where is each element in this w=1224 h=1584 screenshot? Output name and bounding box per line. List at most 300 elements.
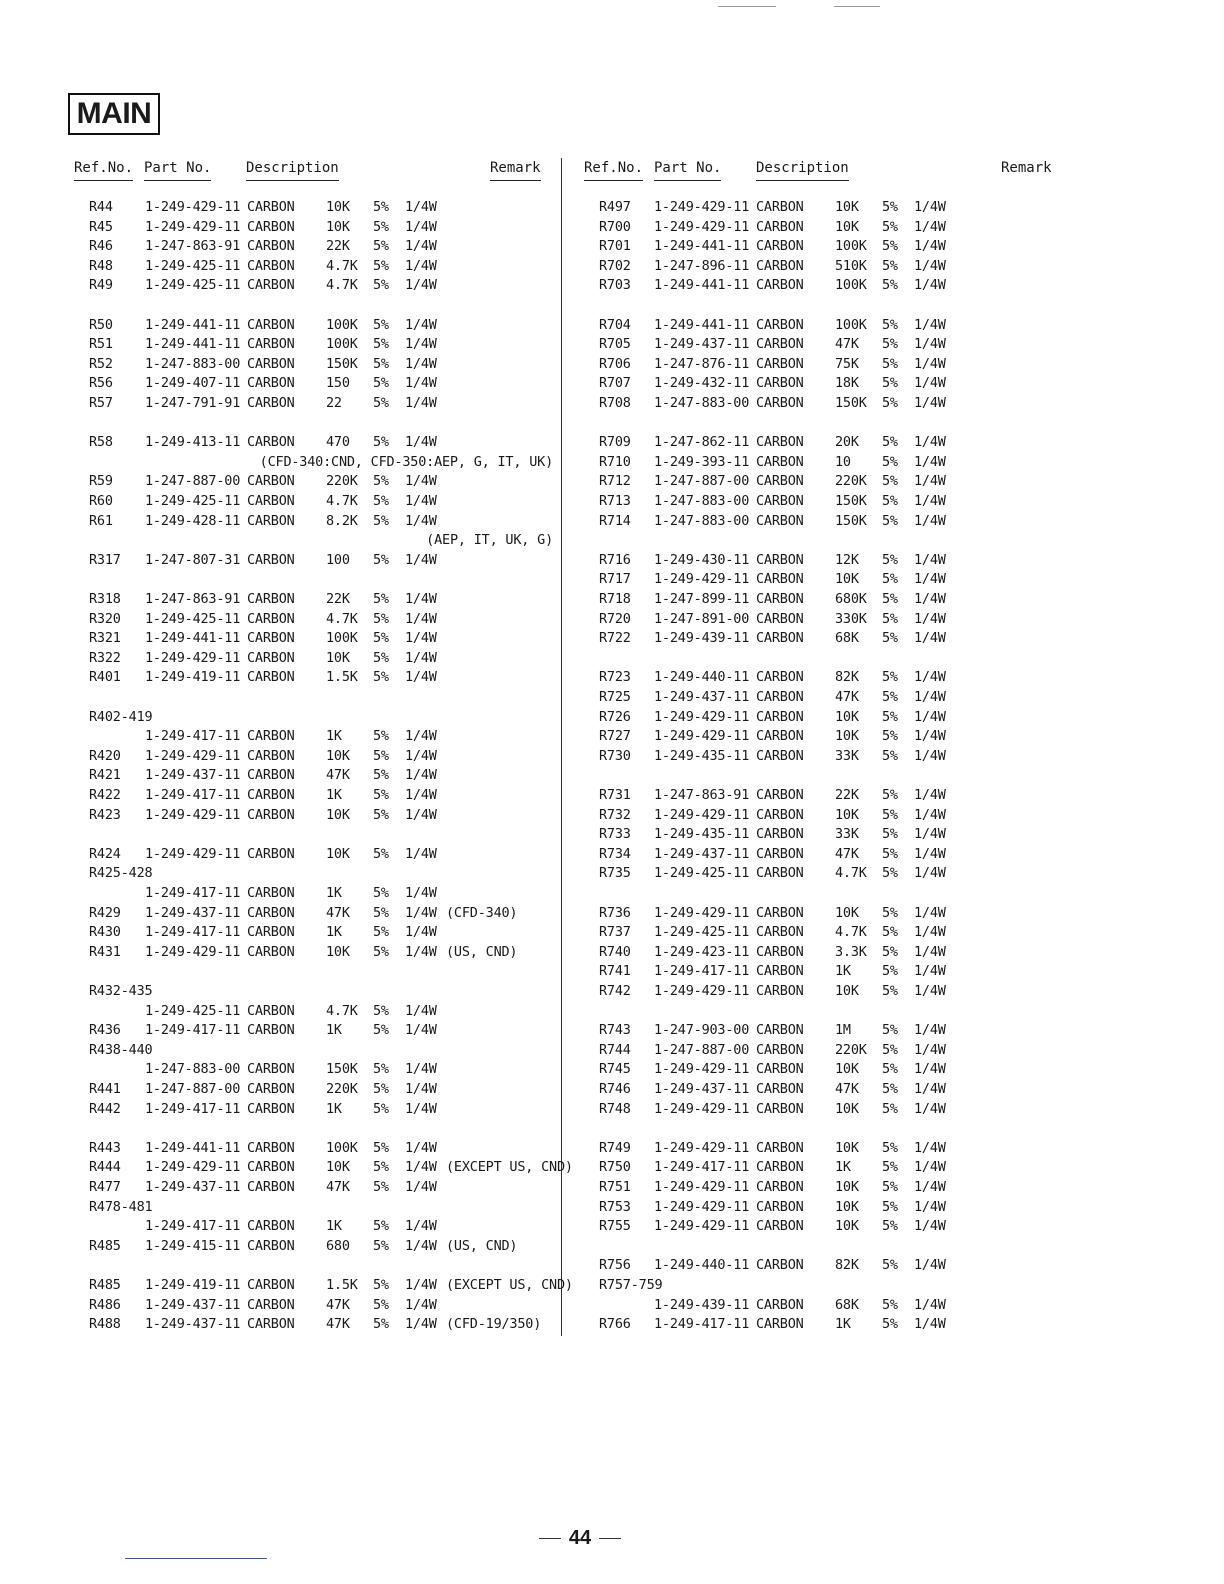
right-row-33-type: CARBON — [756, 963, 804, 980]
left-row-33-val: 10K — [326, 943, 350, 960]
right-row-36-ref: R744 — [599, 1041, 631, 1058]
left-row-11-note: (CFD-340:CND, CFD-350:AEP, G, IT, UK) — [259, 453, 553, 470]
left-row-1-watt: 1/4W — [405, 218, 437, 235]
left-row-13-val: 4.7K — [326, 493, 358, 509]
left-row-42-ref: R444 — [89, 1159, 121, 1176]
right-row-24-type: CARBON — [756, 747, 804, 764]
right-row-41-type: CARBON — [756, 1159, 804, 1176]
left-row-18-watt: 1/4W — [405, 610, 437, 627]
right-row-19-watt: 1/4W — [914, 630, 946, 647]
right-row-36-watt: 1/4W — [914, 1041, 946, 1058]
right-row-23-val: 10K — [835, 728, 859, 745]
right-row-39-ref: R748 — [599, 1100, 631, 1117]
left-row-22-ref: R402-419 — [89, 708, 153, 725]
left-row-43-ref: R477 — [89, 1179, 121, 1195]
left-row-32-tol: 5% — [373, 924, 389, 941]
left-row-21-type: CARBON — [247, 669, 295, 686]
right-row-3-watt: 1/4W — [914, 257, 946, 274]
right-row-42-ref: R751 — [599, 1179, 631, 1195]
left-row-47-remark: (EXCEPT US, CND) — [446, 1277, 573, 1293]
right-row-10-val: 20K — [835, 434, 859, 451]
left-row-5-type: CARBON — [247, 316, 295, 333]
left-row-14-val: 8.2K — [326, 512, 358, 529]
left-row-26-val: 1K — [326, 787, 342, 803]
left-row-42-val: 10K — [326, 1159, 350, 1176]
right-row-6-val: 47K — [835, 336, 859, 353]
right-row-33-ref: R741 — [599, 963, 631, 980]
left-row-12-type: CARBON — [247, 473, 295, 490]
right-row-28-type: CARBON — [756, 845, 804, 862]
right-row-12-part: 1-247-887-00 — [654, 473, 750, 490]
right-row-27-part: 1-249-435-11 — [654, 826, 750, 843]
right-row-45-type: CARBON — [756, 1257, 804, 1274]
right-row-1-part: 1-249-429-11 — [654, 218, 750, 235]
left-row-28-tol: 5% — [373, 845, 389, 862]
left-row-28-part: 1-249-429-11 — [145, 845, 241, 862]
right-row-26-watt: 1/4W — [914, 806, 946, 823]
left-row-16-tol: 5% — [373, 551, 389, 568]
left-row-49-part: 1-249-437-11 — [145, 1316, 241, 1333]
left-row-40-tol: 5% — [373, 1100, 389, 1117]
left-row-49-tol: 5% — [373, 1316, 389, 1333]
right-row-34-tol: 5% — [882, 983, 898, 999]
left-row-17-val: 22K — [326, 591, 350, 607]
page-dash-left — [539, 1538, 561, 1539]
left-row-4-part: 1-249-425-11 — [145, 277, 241, 294]
left-row-42-remark: (EXCEPT US, CND) — [446, 1159, 573, 1176]
left-row-45-tol: 5% — [373, 1218, 389, 1235]
right-row-48-val: 1K — [835, 1316, 851, 1333]
left-row-42-part: 1-249-429-11 — [145, 1159, 241, 1176]
left-row-16-part: 1-247-807-31 — [145, 551, 241, 568]
right-row-9-part: 1-247-883-00 — [654, 395, 750, 411]
right-row-36-type: CARBON — [756, 1041, 804, 1058]
left-row-27-type: CARBON — [247, 806, 295, 823]
left-row-43-part: 1-249-437-11 — [145, 1179, 241, 1195]
right-row-20-tol: 5% — [882, 669, 898, 686]
right-row-11-watt: 1/4W — [914, 453, 946, 470]
left-row-31-type: CARBON — [247, 904, 295, 921]
left-row-10-watt: 1/4W — [405, 434, 437, 451]
left-row-13-part: 1-249-425-11 — [145, 493, 241, 509]
right-row-45-watt: 1/4W — [914, 1257, 946, 1274]
right-row-28-val: 47K — [835, 845, 859, 862]
left-row-7-tol: 5% — [373, 355, 389, 372]
right-row-10-tol: 5% — [882, 434, 898, 451]
right-row-44-part: 1-249-429-11 — [654, 1218, 750, 1235]
right-row-10-part: 1-247-862-11 — [654, 434, 750, 451]
left-row-3-watt: 1/4W — [405, 257, 437, 274]
right-row-3-part: 1-247-896-11 — [654, 257, 750, 274]
right-row-11-part: 1-249-393-11 — [654, 453, 750, 470]
left-row-48-tol: 5% — [373, 1296, 389, 1313]
right-row-0-type: CARBON — [756, 199, 804, 215]
left-row-30-tol: 5% — [373, 885, 389, 901]
right-row-9-val: 150K — [835, 395, 867, 411]
left-row-2-tol: 5% — [373, 238, 389, 255]
right-row-21-ref: R725 — [599, 689, 631, 705]
right-row-36-tol: 5% — [882, 1041, 898, 1058]
left-row-2-val: 22K — [326, 238, 350, 255]
left-row-7-part: 1-247-883-00 — [145, 355, 241, 372]
right-row-1-watt: 1/4W — [914, 218, 946, 235]
right-row-32-part: 1-249-423-11 — [654, 943, 750, 960]
right-row-26-tol: 5% — [882, 806, 898, 823]
left-row-17-part: 1-247-863-91 — [145, 591, 241, 607]
right-row-41-watt: 1/4W — [914, 1159, 946, 1176]
left-row-16-watt: 1/4W — [405, 551, 437, 568]
left-row-23-val: 1K — [326, 728, 342, 745]
right-row-37-part: 1-249-429-11 — [654, 1061, 750, 1078]
right-row-43-watt: 1/4W — [914, 1198, 946, 1215]
right-row-30-watt: 1/4W — [914, 904, 946, 921]
right-row-30-tol: 5% — [882, 904, 898, 921]
left-row-1-tol: 5% — [373, 218, 389, 235]
left-row-4-type: CARBON — [247, 277, 295, 294]
right-row-14-part: 1-247-883-00 — [654, 512, 750, 529]
left-row-12-part: 1-247-887-00 — [145, 473, 241, 490]
right-row-5-watt: 1/4W — [914, 316, 946, 333]
left-row-6-val: 100K — [326, 336, 358, 353]
right-row-14-watt: 1/4W — [914, 512, 946, 529]
left-row-45-type: CARBON — [247, 1218, 295, 1235]
left-row-36-tol: 5% — [373, 1022, 389, 1039]
left-row-47-val: 1.5K — [326, 1277, 358, 1293]
right-row-48-part: 1-249-417-11 — [654, 1316, 750, 1333]
left-row-33-tol: 5% — [373, 943, 389, 960]
left-row-33-watt: 1/4W — [405, 943, 437, 960]
left-row-42-watt: 1/4W — [405, 1159, 437, 1176]
right-row-3-tol: 5% — [882, 257, 898, 274]
right-row-25-tol: 5% — [882, 787, 898, 803]
left-row-24-ref: R420 — [89, 747, 121, 764]
right-row-9-watt: 1/4W — [914, 395, 946, 411]
left-row-45-watt: 1/4W — [405, 1218, 437, 1235]
left-row-20-tol: 5% — [373, 649, 389, 666]
left-row-35-part: 1-249-425-11 — [145, 1002, 241, 1019]
left-row-13-ref: R60 — [89, 493, 113, 509]
right-row-13-part: 1-247-883-00 — [654, 493, 750, 509]
right-row-37-watt: 1/4W — [914, 1061, 946, 1078]
right-row-29-type: CARBON — [756, 865, 804, 882]
left-row-31-tol: 5% — [373, 904, 389, 921]
left-row-31-ref: R429 — [89, 904, 121, 921]
left-row-21-watt: 1/4W — [405, 669, 437, 686]
left-row-48-part: 1-249-437-11 — [145, 1296, 241, 1313]
left-row-48-val: 47K — [326, 1296, 350, 1313]
left-row-18-val: 4.7K — [326, 610, 358, 627]
left-row-19-type: CARBON — [247, 630, 295, 647]
right-row-25-val: 22K — [835, 787, 859, 803]
right-row-33-val: 1K — [835, 963, 851, 980]
right-row-44-val: 10K — [835, 1218, 859, 1235]
right-row-18-watt: 1/4W — [914, 610, 946, 627]
left-row-36-val: 1K — [326, 1022, 342, 1039]
right-row-15-part: 1-249-430-11 — [654, 551, 750, 568]
left-row-0-part: 1-249-429-11 — [145, 199, 241, 215]
left-row-15-note: (AEP, IT, UK, G) — [426, 532, 553, 549]
left-row-24-val: 10K — [326, 747, 350, 764]
left-row-26-type: CARBON — [247, 787, 295, 803]
left-row-3-type: CARBON — [247, 257, 295, 274]
right-row-3-type: CARBON — [756, 257, 804, 274]
right-row-41-tol: 5% — [882, 1159, 898, 1176]
right-row-23-tol: 5% — [882, 728, 898, 745]
right-row-14-tol: 5% — [882, 512, 898, 529]
right-row-8-type: CARBON — [756, 375, 804, 392]
right-row-35-ref: R743 — [599, 1022, 631, 1039]
right-row-13-tol: 5% — [882, 493, 898, 509]
left-row-9-val: 22 — [326, 395, 342, 411]
right-row-19-val: 68K — [835, 630, 859, 647]
right-row-3-val: 510K — [835, 257, 867, 274]
right-row-25-watt: 1/4W — [914, 787, 946, 803]
header-part-left: Part No. — [144, 160, 211, 181]
left-row-6-tol: 5% — [373, 336, 389, 353]
left-row-43-tol: 5% — [373, 1179, 389, 1195]
right-row-7-tol: 5% — [882, 355, 898, 372]
left-row-32-type: CARBON — [247, 924, 295, 941]
left-row-37-ref: R438-440 — [89, 1041, 153, 1058]
left-row-24-watt: 1/4W — [405, 747, 437, 764]
right-row-25-part: 1-247-863-91 — [654, 787, 750, 803]
left-row-5-ref: R50 — [89, 316, 113, 333]
left-row-18-tol: 5% — [373, 610, 389, 627]
right-row-26-ref: R732 — [599, 806, 631, 823]
left-row-47-type: CARBON — [247, 1277, 295, 1293]
right-row-33-part: 1-249-417-11 — [654, 963, 750, 980]
right-row-40-watt: 1/4W — [914, 1139, 946, 1156]
right-row-27-ref: R733 — [599, 826, 631, 843]
right-row-14-type: CARBON — [756, 512, 804, 529]
right-row-28-ref: R734 — [599, 845, 631, 862]
right-row-31-type: CARBON — [756, 924, 804, 941]
left-row-20-part: 1-249-429-11 — [145, 649, 241, 666]
right-row-34-type: CARBON — [756, 983, 804, 999]
right-row-39-tol: 5% — [882, 1100, 898, 1117]
left-row-2-part: 1-247-863-91 — [145, 238, 241, 255]
left-row-30-part: 1-249-417-11 — [145, 885, 241, 901]
right-row-3-ref: R702 — [599, 257, 631, 274]
left-row-12-watt: 1/4W — [405, 473, 437, 490]
left-row-33-ref: R431 — [89, 943, 121, 960]
left-row-21-part: 1-249-419-11 — [145, 669, 241, 686]
left-row-8-tol: 5% — [373, 375, 389, 392]
right-row-2-part: 1-249-441-11 — [654, 238, 750, 255]
right-row-11-type: CARBON — [756, 453, 804, 470]
left-row-24-tol: 5% — [373, 747, 389, 764]
right-row-38-val: 47K — [835, 1081, 859, 1097]
right-row-40-part: 1-249-429-11 — [654, 1139, 750, 1156]
right-row-17-val: 680K — [835, 591, 867, 607]
right-row-18-ref: R720 — [599, 610, 631, 627]
right-row-14-ref: R714 — [599, 512, 631, 529]
right-row-30-type: CARBON — [756, 904, 804, 921]
left-row-3-tol: 5% — [373, 257, 389, 274]
left-row-27-ref: R423 — [89, 806, 121, 823]
left-row-13-tol: 5% — [373, 493, 389, 509]
left-row-5-tol: 5% — [373, 316, 389, 333]
right-row-23-watt: 1/4W — [914, 728, 946, 745]
left-row-6-type: CARBON — [247, 336, 295, 353]
right-row-15-tol: 5% — [882, 551, 898, 568]
left-row-18-type: CARBON — [247, 610, 295, 627]
right-row-5-val: 100K — [835, 316, 867, 333]
right-row-17-tol: 5% — [882, 591, 898, 607]
right-row-47-tol: 5% — [882, 1296, 898, 1313]
right-row-16-ref: R717 — [599, 571, 631, 588]
right-row-33-tol: 5% — [882, 963, 898, 980]
right-row-43-tol: 5% — [882, 1198, 898, 1215]
left-row-10-tol: 5% — [373, 434, 389, 451]
right-row-4-tol: 5% — [882, 277, 898, 294]
left-row-39-part: 1-247-887-00 — [145, 1081, 241, 1097]
left-row-5-part: 1-249-441-11 — [145, 316, 241, 333]
left-row-46-ref: R485 — [89, 1237, 121, 1254]
right-row-38-type: CARBON — [756, 1081, 804, 1097]
page-number-text: 44 — [568, 1527, 592, 1549]
left-row-36-type: CARBON — [247, 1022, 295, 1039]
right-row-43-val: 10K — [835, 1198, 859, 1215]
right-row-4-part: 1-249-441-11 — [654, 277, 750, 294]
left-row-16-type: CARBON — [247, 551, 295, 568]
right-row-18-type: CARBON — [756, 610, 804, 627]
right-row-38-ref: R746 — [599, 1081, 631, 1097]
left-row-34-ref: R432-435 — [89, 983, 153, 999]
left-row-28-watt: 1/4W — [405, 845, 437, 862]
right-row-6-part: 1-249-437-11 — [654, 336, 750, 353]
right-row-44-ref: R755 — [599, 1218, 631, 1235]
right-row-20-type: CARBON — [756, 669, 804, 686]
right-row-2-watt: 1/4W — [914, 238, 946, 255]
left-row-0-val: 10K — [326, 199, 350, 215]
left-row-9-watt: 1/4W — [405, 395, 437, 411]
left-row-36-ref: R436 — [89, 1022, 121, 1039]
right-row-36-val: 220K — [835, 1041, 867, 1058]
right-row-27-type: CARBON — [756, 826, 804, 843]
left-row-8-val: 150 — [326, 375, 350, 392]
left-row-17-type: CARBON — [247, 591, 295, 607]
right-row-13-val: 150K — [835, 493, 867, 509]
right-row-1-type: CARBON — [756, 218, 804, 235]
right-row-0-part: 1-249-429-11 — [654, 199, 750, 215]
left-row-10-val: 470 — [326, 434, 350, 451]
left-row-20-type: CARBON — [247, 649, 295, 666]
right-row-42-val: 10K — [835, 1179, 859, 1195]
left-row-20-ref: R322 — [89, 649, 121, 666]
section-title: MAIN — [68, 93, 160, 135]
top-rule-1 — [718, 6, 776, 7]
left-row-47-watt: 1/4W — [405, 1277, 437, 1293]
right-row-42-tol: 5% — [882, 1179, 898, 1195]
left-row-4-ref: R49 — [89, 277, 113, 294]
right-row-47-part: 1-249-439-11 — [654, 1296, 750, 1313]
right-row-19-ref: R722 — [599, 630, 631, 647]
left-row-40-ref: R442 — [89, 1100, 121, 1117]
left-row-18-ref: R320 — [89, 610, 121, 627]
left-row-2-watt: 1/4W — [405, 238, 437, 255]
right-row-24-tol: 5% — [882, 747, 898, 764]
right-row-22-val: 10K — [835, 708, 859, 725]
right-row-21-watt: 1/4W — [914, 689, 946, 705]
left-row-17-tol: 5% — [373, 591, 389, 607]
right-row-41-val: 1K — [835, 1159, 851, 1176]
left-row-20-watt: 1/4W — [405, 649, 437, 666]
right-row-8-ref: R707 — [599, 375, 631, 392]
right-row-44-watt: 1/4W — [914, 1218, 946, 1235]
left-row-9-tol: 5% — [373, 395, 389, 411]
left-row-49-watt: 1/4W — [405, 1316, 437, 1333]
left-row-3-ref: R48 — [89, 257, 113, 274]
right-row-13-ref: R713 — [599, 493, 631, 509]
left-row-30-val: 1K — [326, 885, 342, 901]
left-row-27-watt: 1/4W — [405, 806, 437, 823]
left-row-1-ref: R45 — [89, 218, 113, 235]
left-row-23-tol: 5% — [373, 728, 389, 745]
left-row-12-ref: R59 — [89, 473, 113, 490]
page-dash-right — [599, 1538, 621, 1539]
left-row-39-val: 220K — [326, 1081, 358, 1097]
right-row-33-watt: 1/4W — [914, 963, 946, 980]
left-row-33-part: 1-249-429-11 — [145, 943, 241, 960]
left-row-43-val: 47K — [326, 1179, 350, 1195]
right-row-44-tol: 5% — [882, 1218, 898, 1235]
left-row-8-type: CARBON — [247, 375, 295, 392]
right-row-29-part: 1-249-425-11 — [654, 865, 750, 882]
right-row-21-tol: 5% — [882, 689, 898, 705]
right-row-0-ref: R497 — [599, 199, 631, 215]
right-row-20-part: 1-249-440-11 — [654, 669, 750, 686]
left-row-48-watt: 1/4W — [405, 1296, 437, 1313]
right-row-15-type: CARBON — [756, 551, 804, 568]
right-row-8-watt: 1/4W — [914, 375, 946, 392]
right-row-39-watt: 1/4W — [914, 1100, 946, 1117]
left-row-6-watt: 1/4W — [405, 336, 437, 353]
right-row-45-part: 1-249-440-11 — [654, 1257, 750, 1274]
right-row-35-type: CARBON — [756, 1022, 804, 1039]
left-row-38-watt: 1/4W — [405, 1061, 437, 1078]
left-row-12-val: 220K — [326, 473, 358, 490]
left-row-17-watt: 1/4W — [405, 591, 437, 607]
left-row-23-part: 1-249-417-11 — [145, 728, 241, 745]
left-row-8-ref: R56 — [89, 375, 113, 392]
right-row-31-watt: 1/4W — [914, 924, 946, 941]
right-row-14-val: 150K — [835, 512, 867, 529]
left-row-12-tol: 5% — [373, 473, 389, 490]
right-row-23-part: 1-249-429-11 — [654, 728, 750, 745]
left-row-31-remark: (CFD-340) — [446, 904, 518, 921]
left-row-41-part: 1-249-441-11 — [145, 1139, 241, 1156]
left-row-45-val: 1K — [326, 1218, 342, 1235]
left-row-10-type: CARBON — [247, 434, 295, 451]
left-row-21-tol: 5% — [373, 669, 389, 686]
right-row-39-part: 1-249-429-11 — [654, 1100, 750, 1117]
right-row-28-watt: 1/4W — [914, 845, 946, 862]
right-row-10-ref: R709 — [599, 434, 631, 451]
right-row-32-watt: 1/4W — [914, 943, 946, 960]
right-row-29-tol: 5% — [882, 865, 898, 882]
right-row-26-val: 10K — [835, 806, 859, 823]
left-row-27-part: 1-249-429-11 — [145, 806, 241, 823]
left-row-4-watt: 1/4W — [405, 277, 437, 294]
right-row-29-ref: R735 — [599, 865, 631, 882]
right-row-32-type: CARBON — [756, 943, 804, 960]
right-row-25-ref: R731 — [599, 787, 631, 803]
right-row-8-tol: 5% — [882, 375, 898, 392]
left-row-14-ref: R61 — [89, 512, 113, 529]
right-row-4-watt: 1/4W — [914, 277, 946, 294]
right-row-25-type: CARBON — [756, 787, 804, 803]
